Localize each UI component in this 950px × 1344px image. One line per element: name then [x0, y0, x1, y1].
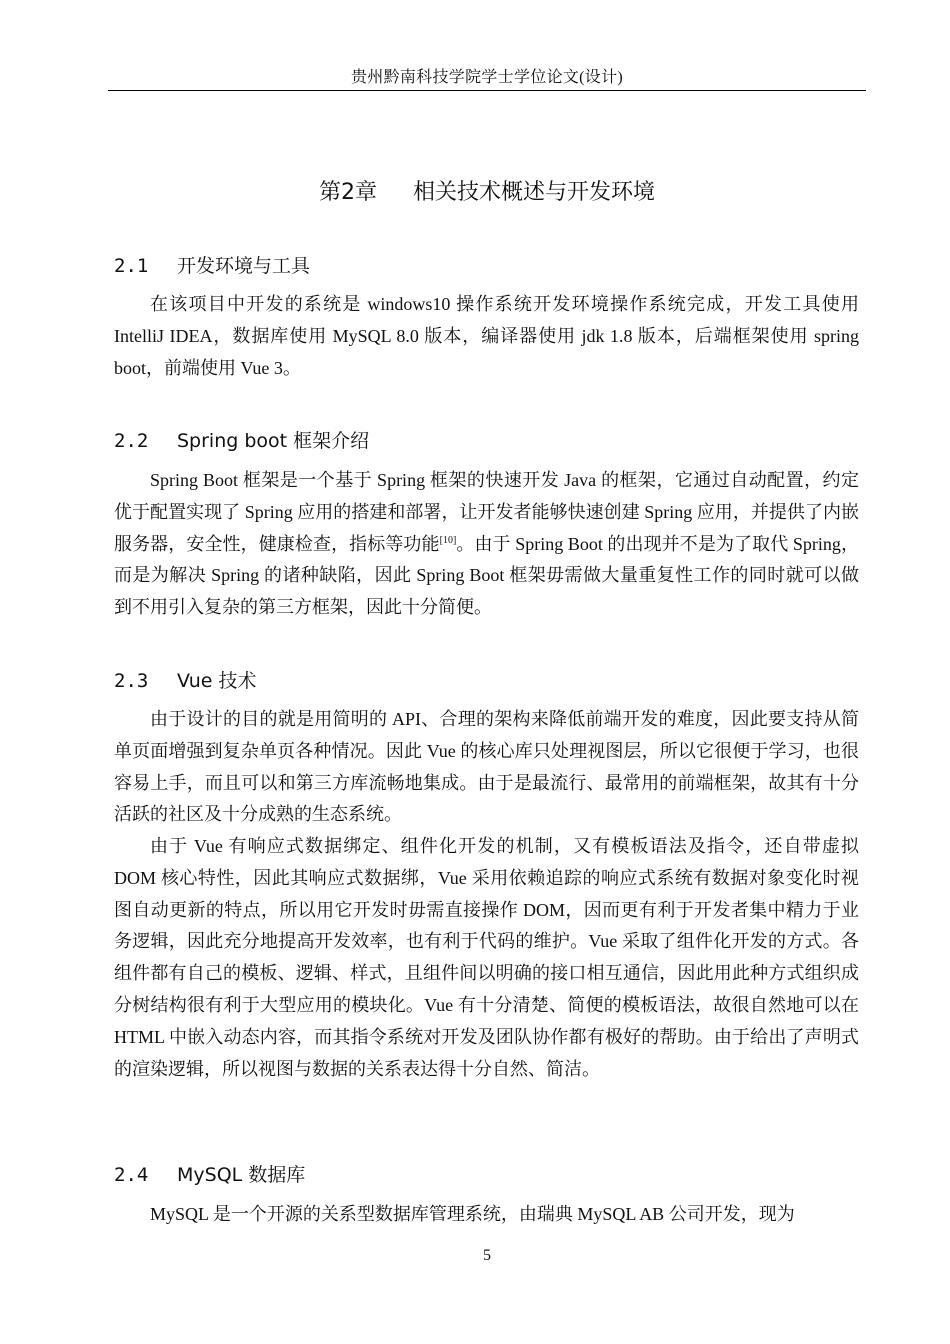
- page-number: 5: [483, 1247, 491, 1264]
- paragraph-mysql: MySQL 是一个开源的关系型数据库管理系统，由瑞典 MySQL AB 公司开发，现为: [150, 1204, 795, 1224]
- paragraph-dev-environment: 在该项目中开发的系统是 windows10 操作系统开发环境操作系统完成，开发工具使用 IntelliJ IDEA，数据库使用 MySQL 8.0 版本，编译器使用 jdk 1.8 版本，后端框架使用 spring boot，前端使用 Vue 3。: [114, 294, 859, 378]
- header-title: 贵州黔南科技学院学士学位论文(设计): [350, 69, 624, 86]
- paragraph-text: 。由于 Spring Boot 的出现并不是为了取代 Spring，而是为解决 Spring 的诸种缺陷，因此 Spring Boot 框架毋需做大量重复性工作的同时就可以做到不用引入复杂的第三方框架，因此十分简便。: [114, 533, 859, 618]
- section-number: 2.1: [114, 255, 149, 277]
- chapter-number: 第2章: [318, 180, 377, 205]
- chapter-title: [108, 178, 866, 208]
- section-title: 开发环境与工具: [177, 255, 311, 277]
- section-title: Spring boot 框架介绍: [177, 430, 370, 452]
- section-number: 2.3: [114, 670, 149, 692]
- paragraph-vue-intro: 由于设计的目的就是用简明的 API、合理的架构来降低前端开发的难度，因此要支持从简单页面增强到复杂单页各种情况。因此 Vue 的核心库只处理视图层，所以它很便于学习，也很容易上手，而且可以和第三方库流畅地集成。由于是最流行、最常用的前端框架，故其有十分活跃的社区及十分成熟的生态系统。: [114, 709, 859, 825]
- section-title: MySQL 数据库: [177, 1164, 306, 1186]
- section-title: Vue 技术: [177, 670, 257, 692]
- chapter-name: 相关技术概述与开发环境: [412, 180, 655, 205]
- paragraph-spring-boot: [114, 465, 859, 624]
- header-divider: [108, 90, 866, 91]
- section-number: 2.2: [114, 430, 149, 452]
- citation-reference: [10]: [439, 534, 457, 546]
- paragraph-text: Spring Boot 框架是一个基于 Spring 框架的快速开发 Java 的框架，它通过自动配置，约定优于配置实现了 Spring 应用的搭建和部署，让开发者能够快速创建 Spring 应用，并提供了内嵌服务器，安全性，健康检查，指标等功能: [114, 470, 859, 554]
- section-heading-2-2: [114, 428, 859, 454]
- section-heading-2-3: [114, 668, 859, 694]
- paragraph-vue-features: 由于 Vue 有响应式数据绑定、组件化开发的机制，又有模板语法及指令，还自带虚拟 DOM 核心特性，因此其响应式数据绑，Vue 采用依赖追踪的响应式系统有数据对象变化时视图自动更新的特点，所以用它开发时毋需直接操作 DOM，因而更有利于开发者集中精力于业务逻辑，因此充分地提高开发效率，也有利于代码的维护。Vue 采取了组件化开发的方式。各组件都有自己的模板、逻辑、样式，且组件间以明确的接口相互通信，因此用此种方式组织成分树结构很有利于大型应用的模块化。Vue 有十分清楚、简便的模板语法，故很自然地可以在 HTML 中嵌入动态内容，而其指令系统对开发及团队协作都有极好的帮助。由于给出了声明式的渲染逻辑，所以视图与数据的关系表达得十分自然、简洁。: [114, 836, 859, 1079]
- section-heading-2-4: [114, 1162, 859, 1188]
- section-number: 2.4: [114, 1164, 149, 1186]
- section-heading-2-1: [114, 253, 859, 279]
